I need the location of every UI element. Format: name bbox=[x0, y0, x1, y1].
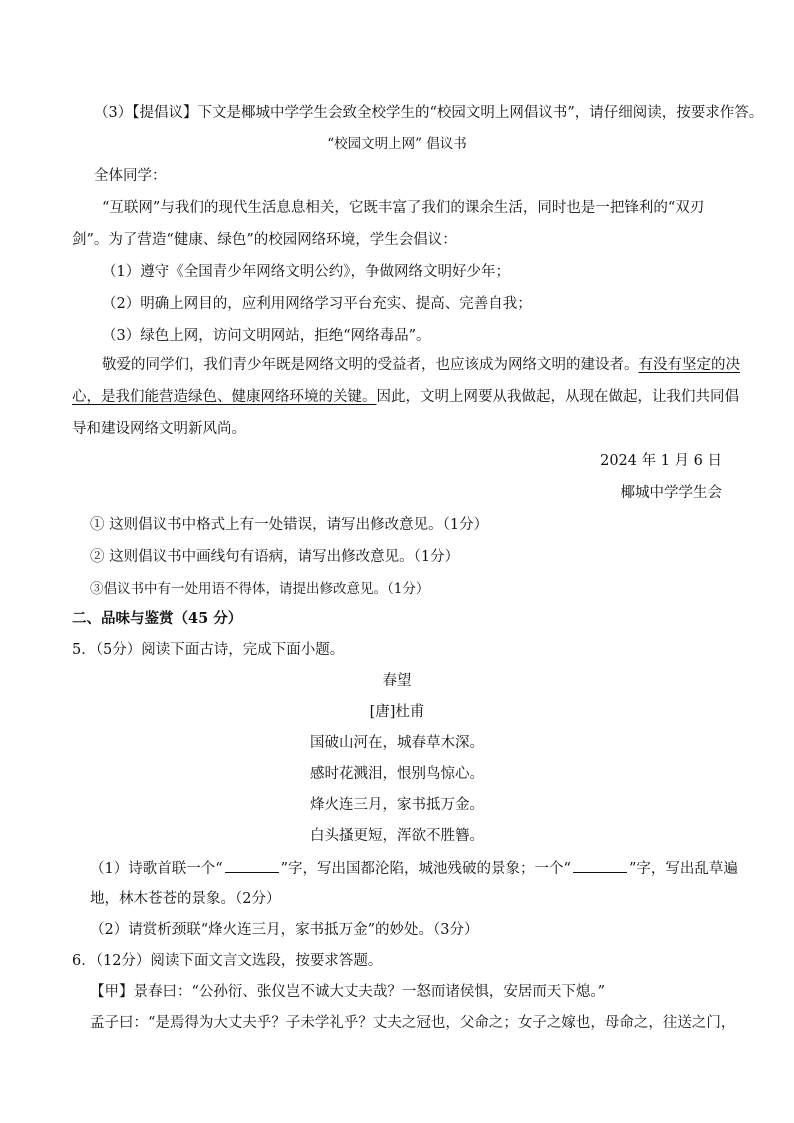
letter-date: 2024 年 1 月 6 日 bbox=[600, 453, 722, 469]
poem-line-3: 烽火连三月，家书抵万金。 bbox=[310, 797, 484, 813]
poem-title: 春望 bbox=[382, 673, 412, 689]
q4-3-sub2: ② 这则倡议书中画线句有语病，请写出修改意见。（1分） bbox=[90, 549, 460, 565]
q6-passage-jia: 【甲】景春曰：“公孙衍、张仪岂不诚大丈夫哉？一怒而诸侯惧，安居而天下熄。” bbox=[90, 984, 606, 1000]
para2-line2 bbox=[72, 387, 739, 407]
q5-sub2: （2）请赏析颈联“烽火连三月，家书抵万金”的妙处。（3分） bbox=[90, 922, 479, 938]
q5-intro: 5．（5分）阅读下面古诗，完成下面小题。 bbox=[72, 642, 345, 658]
q6-passage-mengzi: 孟子曰：“是焉得为大丈夫乎？子未学礼乎？丈夫之冠也，父命之；女子之嫁也，母命之，往送之门， bbox=[90, 1015, 736, 1031]
poem-line-1: 国破山河在，城春草木深。 bbox=[310, 735, 484, 751]
para2-line3: 导和建设网络文明新风尚。 bbox=[72, 421, 246, 437]
q5-sub1-text-b: ”字，写出国都沦陷，城池残破的景象；一个“ bbox=[280, 861, 571, 877]
q5-sub1-line2: 地，林木苍苍的景象。（2分） bbox=[90, 891, 281, 907]
answer-blank-1[interactable] bbox=[225, 858, 279, 873]
q5-sub1-text-c: ”字，写出乱草遍 bbox=[628, 861, 738, 877]
para2-line2-plain: 因此，文明上网要从我做起，从现在做起，让我们共同倡 bbox=[376, 389, 739, 405]
underlined-sentence-part1: 有没有坚定的决 bbox=[638, 357, 740, 373]
para2-line1-plain: 敬爱的同学们，我们青少年既是网络文明的受益者，也应该成为网络文明的建设者。 bbox=[102, 357, 639, 373]
poem-line-2: 感时花溅泪，恨别鸟惊心。 bbox=[310, 766, 484, 782]
answer-blank-2[interactable] bbox=[573, 858, 627, 873]
poem-author: [唐]杜甫 bbox=[369, 704, 425, 720]
poem-line-4: 白头搔更短，浑欲不胜簪。 bbox=[310, 828, 484, 844]
letter-title: “校园文明上网” 倡议书 bbox=[327, 136, 467, 152]
proposal-item-3: （3）绿色上网，访问文明网站，拒绝“网络毒品”。 bbox=[102, 328, 431, 344]
section-heading: 二、品味与鉴赏（45 分） bbox=[72, 610, 243, 627]
q4-3-sub3: ③倡议书中有一处用语不得体，请提出修改意见。（1分） bbox=[90, 581, 430, 597]
para1-line1: “互联网”与我们的现代生活息息相关，它既丰富了我们的课余生活，同时也是一把锋利的“双刃 bbox=[102, 200, 705, 216]
para2-line1 bbox=[102, 355, 740, 375]
q5-sub1 bbox=[90, 858, 738, 879]
q6-intro: 6．（12分）阅读下面文言文选段，按要求答题。 bbox=[72, 953, 383, 969]
q4-3-sub1: ① 这则倡议书中格式上有一处错误，请写出修改意见。（1分） bbox=[90, 517, 489, 533]
proposal-item-2: （2）明确上网目的，应利用网络学习平台充实、提高、完善自我； bbox=[102, 296, 532, 312]
underlined-sentence-part2: 心，是我们能营造绿色、健康网络环境的关键。 bbox=[72, 389, 377, 405]
q5-sub1-text-a: （1）诗歌首联一个“ bbox=[90, 861, 223, 877]
salutation: 全体同学： bbox=[94, 168, 167, 184]
proposal-item-1: （1）遵守《全国青少年网络文明公约》，争做网络文明好少年； bbox=[102, 264, 510, 280]
para1-line2: 剑”。为了营造“健康、绿色”的校园网络环境，学生会倡议： bbox=[72, 232, 457, 248]
letter-signature: 椰城中学学生会 bbox=[620, 485, 722, 501]
q4-3-intro: （3）【提倡议】下文是椰城中学学生会致全校学生的“校园文明上网倡议书”，请仔细阅读，按要求作答。 bbox=[94, 105, 764, 121]
